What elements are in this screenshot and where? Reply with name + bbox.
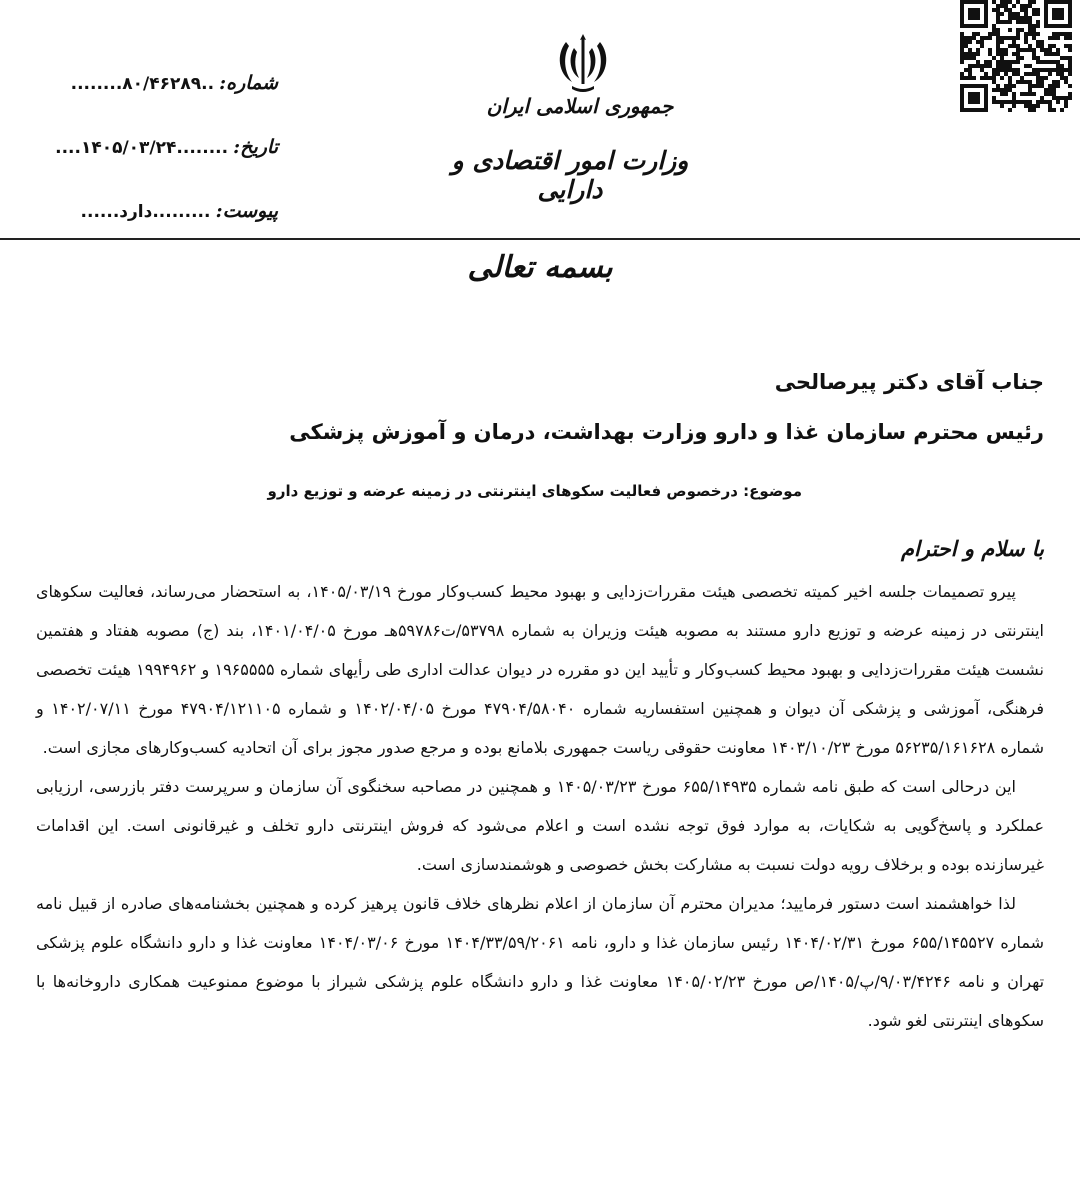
qr-code-icon bbox=[960, 0, 1072, 112]
letter-attachment-value: دارد bbox=[119, 202, 153, 222]
addressee-name: جناب آقای دکتر پیرصالحی bbox=[774, 370, 1044, 394]
body-paragraph: پیرو تصمیمات جلسه اخیر کمیته تخصصی هیئت مقررات‌زدایی و بهبود محیط کسب‌وکار مورخ ۱۴۰۵/۰۳/۱۹، به استحضار می‌رساند، فعالیت سکوهای اینترنتی در زمینه عرضه و توزیع دارو مستند به مصوبه هیئت وزیران به شماره ۵۳۷۹۸/ت۵۹۷۸۶هـ مورخ ۱۴۰۱/۰۴/۰۵، بند (ج) مصوبه هفتاد و هفتمین نشست هیئت مقررات‌زدایی و بهبود محیط کسب‌وکار و تأیید این دو مقرره در دیوان عدالت اداری طی رأیهای شماره ۱۹۶۵۵۵۵ و ۱۹۹۴۹۶۲ هیئت تخصصی فرهنگی، آموزشی و پزشکی آن دیوان و همچنین استفساریه شماره ۴۷۹۰۴/۵۸۰۴۰ مورخ ۱۴۰۲/۰۴/۰۵ و شماره ۴۷۹۰۴/۱۲۱۱۰۵ مورخ ۱۴۰۲/۰۷/۱۱ و شماره ۵۶۲۳۵/۱۶۱۶۲۸ مورخ ۱۴۰۳/۱۰/۲۳ معاونت حقوقی ریاست جمهوری بلامانع بوده و مرجع صدور مجوز برای آن اتحادیه کسب‌وکارهای مجازی است. bbox=[36, 582, 1045, 757]
letterhead bbox=[0, 0, 1080, 240]
header-divider bbox=[0, 238, 1080, 240]
letter-attachment-label: پیوست: bbox=[215, 200, 278, 222]
letter-date-label: تاریخ: bbox=[233, 136, 278, 158]
letter-number-value: ۸۰/۴۶۲۸۹ bbox=[122, 74, 202, 94]
letter-subject: موضوع: درخصوص فعالیت سکوهای اینترنتی در زمینه عرضه و توزیع دارو bbox=[267, 482, 802, 500]
greeting: با سلام و احترام bbox=[900, 536, 1044, 561]
letter-number-label: شماره: bbox=[219, 72, 278, 94]
ministry-name: وزارت امور اقتصادی و دارایی bbox=[451, 146, 689, 204]
letter-date: تاریخ: ........۱۴۰۵/۰۳/۲۴.... bbox=[55, 136, 278, 158]
bismillah: بسمه تعالی bbox=[467, 250, 613, 285]
body-paragraph: لذا خواهشمند است دستور فرمایید؛ مدیران محترم آن سازمان از اعلام نظرهای خلاف قانون پرهیز کرده و همچنین بخشنامه‌های صادره از قبیل نامه شماره ۶۵۵/۱۴۵۵۲۷ مورخ ۱۴۰۴/۰۲/۳۱ رئیس سازمان غذا و دارو، نامه ۱۴۰۴/۳۳/۵۹/۲۰۶۱ مورخ ۱۴۰۴/۰۳/۰۶ معاونت غذا و دارو دانشگاه علوم پزشکی تهران و نامه ۹/۰۳/۴۲۴۶/پ/۱۴۰۵/ص مورخ ۱۴۰۵/۰۲/۲۳ معاونت غذا و دارو دانشگاه علوم پزشکی شیراز با موضوع ممنوعیت همکاری داروخانه‌ها با سکوهای اینترنتی لغو شود. bbox=[36, 894, 1045, 1030]
letter-number: شماره: ..۸۰/۴۶۲۸۹........ bbox=[70, 72, 278, 94]
addressee-title: رئیس محترم سازمان غذا و دارو وزارت بهداشت، درمان و آموزش پزشکی bbox=[289, 420, 1044, 444]
body-paragraph: این درحالی است که طبق نامه شماره ۶۵۵/۱۴۹۳۵ مورخ ۱۴۰۵/۰۳/۲۳ و همچنین در مصاحبه سخنگوی آن سازمان و سرپرست دفتر بازرسی، ارزیابی عملکرد و پاسخ‌گویی به شکایات، به موارد فوق توجه نشده است و اعلام می‌شود که فروش اینترنتی دارو تخلف و غیرقانونی است. این اقدامات غیرسازنده بوده و برخلاف رویه دولت نسبت به مشارکت بخش خصوصی و هوشمندسازی است. bbox=[36, 777, 1044, 874]
iran-emblem-icon bbox=[552, 32, 614, 94]
letter-body bbox=[36, 572, 1044, 1040]
letter-date-value: ۱۴۰۵/۰۳/۲۴ bbox=[80, 138, 177, 158]
letter-attachment: پیوست: .........دارد...... bbox=[80, 200, 278, 222]
republic-name: جمهوری اسلامی ایران bbox=[486, 94, 674, 118]
